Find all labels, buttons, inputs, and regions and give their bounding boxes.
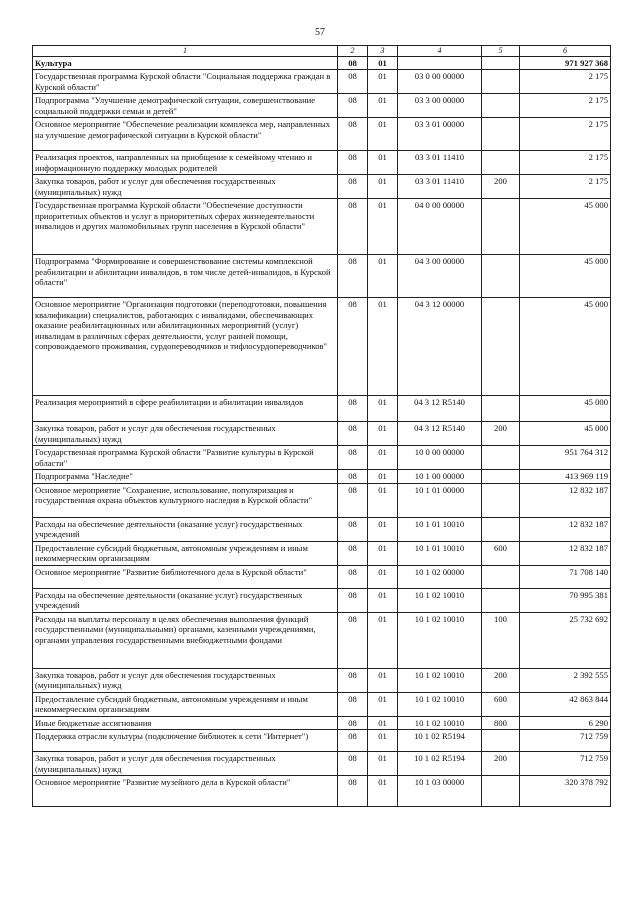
cell-subsection: 01 bbox=[368, 422, 398, 446]
cell-amount: 71 708 140 bbox=[520, 565, 611, 588]
cell-amount: 320 378 792 bbox=[520, 776, 611, 807]
cell-subsection: 01 bbox=[368, 588, 398, 612]
table-row bbox=[33, 446, 611, 470]
budget-table bbox=[32, 45, 611, 807]
cell-section: 08 bbox=[338, 298, 368, 396]
cell-expense-type bbox=[482, 57, 520, 70]
cell-expense-type: 600 bbox=[482, 692, 520, 716]
cell-subsection: 01 bbox=[368, 199, 398, 255]
cell-section: 08 bbox=[338, 668, 368, 692]
cell-subsection: 01 bbox=[368, 752, 398, 776]
cell-target-code: 10 1 03 00000 bbox=[398, 776, 482, 807]
header-cell-4: 4 bbox=[398, 46, 482, 57]
cell-subsection: 01 bbox=[368, 151, 398, 175]
table-row bbox=[33, 396, 611, 422]
cell-name: Поддержка отрасли культуры (подключение библиотек к сети "Интернет") bbox=[33, 730, 338, 752]
table-row bbox=[33, 422, 611, 446]
cell-section: 08 bbox=[338, 541, 368, 565]
cell-subsection: 01 bbox=[368, 70, 398, 94]
cell-expense-type bbox=[482, 255, 520, 298]
cell-amount: 12 832 187 bbox=[520, 541, 611, 565]
header-cell-3: 3 bbox=[368, 46, 398, 57]
table-row bbox=[33, 70, 611, 94]
cell-amount: 2 175 bbox=[520, 94, 611, 118]
cell-name: Культура bbox=[33, 57, 338, 70]
cell-section: 08 bbox=[338, 422, 368, 446]
table-row bbox=[33, 716, 611, 729]
cell-name: Закупка товаров, работ и услуг для обеспечения государственных (муниципальных) нужд bbox=[33, 175, 338, 199]
cell-section: 08 bbox=[338, 118, 368, 151]
cell-subsection: 01 bbox=[368, 446, 398, 470]
cell-amount: 2 175 bbox=[520, 70, 611, 94]
cell-name: Закупка товаров, работ и услуг для обеспечения государственных (муниципальных) нужд bbox=[33, 752, 338, 776]
cell-section: 08 bbox=[338, 396, 368, 422]
cell-amount: 6 290 bbox=[520, 716, 611, 729]
cell-expense-type bbox=[482, 730, 520, 752]
cell-expense-type bbox=[482, 776, 520, 807]
cell-expense-type bbox=[482, 517, 520, 541]
cell-name: Основное мероприятие "Организация подготовки (переподготовки, повышения квалификации) специалистов, работающих с инвалидами, обеспечивающих оказание реабилитационных или абилитационных мероприятий (услуг) инвалидам в различных сферах деятельности, услуг ранней помощи, сопровождаемого проживания, сурдопереводчиков и тифлосурдопереводчиков" bbox=[33, 298, 338, 396]
cell-expense-type: 200 bbox=[482, 175, 520, 199]
table-row bbox=[33, 175, 611, 199]
cell-name: Государственная программа Курской области "Развитие культуры в Курской области" bbox=[33, 446, 338, 470]
cell-amount: 45 000 bbox=[520, 298, 611, 396]
cell-amount: 12 832 187 bbox=[520, 483, 611, 517]
table-row bbox=[33, 483, 611, 517]
page-number: 57 bbox=[315, 27, 325, 38]
cell-expense-type bbox=[482, 70, 520, 94]
cell-expense-type bbox=[482, 118, 520, 151]
table-row bbox=[33, 118, 611, 151]
cell-section: 08 bbox=[338, 730, 368, 752]
cell-section: 08 bbox=[338, 175, 368, 199]
cell-section: 08 bbox=[338, 612, 368, 668]
cell-name: Основное мероприятие "Обеспечение реализации комплекса мер, направленных на улучшение демографической ситуации в Курской области" bbox=[33, 118, 338, 151]
cell-expense-type bbox=[482, 151, 520, 175]
cell-expense-type: 800 bbox=[482, 716, 520, 729]
header-cell-5: 5 bbox=[482, 46, 520, 57]
cell-name: Реализация проектов, направленных на приобщение к семейному чтению и информационную поддержку молодых родителей bbox=[33, 151, 338, 175]
cell-target-code: 10 1 01 00000 bbox=[398, 483, 482, 517]
cell-name: Расходы на выплаты персоналу в целях обеспечения выполнения функций государственными (муниципальными) органами, казенными учреждениями, органами управления государственными внебюджетными фондами bbox=[33, 612, 338, 668]
cell-name: Основное мероприятие "Развитие музейного дела в Курской области" bbox=[33, 776, 338, 807]
cell-subsection: 01 bbox=[368, 94, 398, 118]
cell-target-code: 03 3 00 00000 bbox=[398, 94, 482, 118]
cell-subsection: 01 bbox=[368, 517, 398, 541]
cell-amount: 712 759 bbox=[520, 730, 611, 752]
cell-target-code: 10 1 02 R5194 bbox=[398, 752, 482, 776]
cell-target-code: 10 1 02 R5194 bbox=[398, 730, 482, 752]
cell-amount: 2 175 bbox=[520, 175, 611, 199]
cell-target-code: 03 3 01 11410 bbox=[398, 175, 482, 199]
table-row bbox=[33, 517, 611, 541]
table-row bbox=[33, 541, 611, 565]
cell-expense-type: 200 bbox=[482, 422, 520, 446]
cell-section: 08 bbox=[338, 255, 368, 298]
cell-name: Закупка товаров, работ и услуг для обеспечения государственных (муниципальных) нужд bbox=[33, 422, 338, 446]
cell-subsection: 01 bbox=[368, 668, 398, 692]
cell-section: 08 bbox=[338, 565, 368, 588]
cell-target-code: 10 1 02 10010 bbox=[398, 588, 482, 612]
cell-section: 08 bbox=[338, 151, 368, 175]
cell-target-code bbox=[398, 57, 482, 70]
cell-subsection: 01 bbox=[368, 612, 398, 668]
cell-subsection: 01 bbox=[368, 716, 398, 729]
cell-target-code: 03 3 01 00000 bbox=[398, 118, 482, 151]
table-row bbox=[33, 692, 611, 716]
cell-target-code: 03 3 01 11410 bbox=[398, 151, 482, 175]
cell-section: 08 bbox=[338, 70, 368, 94]
cell-target-code: 04 3 12 R5140 bbox=[398, 422, 482, 446]
cell-amount: 42 863 844 bbox=[520, 692, 611, 716]
cell-subsection: 01 bbox=[368, 776, 398, 807]
cell-amount: 951 764 312 bbox=[520, 446, 611, 470]
cell-name: Основное мероприятие "Сохранение, использование, популяризация и государственная охрана объектов культурного наследия в Курской области" bbox=[33, 483, 338, 517]
cell-amount: 971 927 368 bbox=[520, 57, 611, 70]
table-row bbox=[33, 94, 611, 118]
cell-target-code: 04 0 00 00000 bbox=[398, 199, 482, 255]
cell-name: Предоставление субсидий бюджетным, автономным учреждениям и иным некоммерческим организациям bbox=[33, 541, 338, 565]
cell-section: 08 bbox=[338, 446, 368, 470]
cell-amount: 2 175 bbox=[520, 151, 611, 175]
cell-section: 08 bbox=[338, 57, 368, 70]
cell-amount: 413 969 119 bbox=[520, 470, 611, 483]
cell-amount: 70 995 381 bbox=[520, 588, 611, 612]
cell-section: 08 bbox=[338, 517, 368, 541]
table-row bbox=[33, 298, 611, 396]
cell-subsection: 01 bbox=[368, 565, 398, 588]
cell-subsection: 01 bbox=[368, 483, 398, 517]
cell-section: 08 bbox=[338, 199, 368, 255]
table-row bbox=[33, 612, 611, 668]
cell-name: Подпрограмма "Улучшение демографической ситуации, совершенствование социальной поддержки семьи и детей" bbox=[33, 94, 338, 118]
cell-expense-type bbox=[482, 396, 520, 422]
cell-target-code: 10 1 00 00000 bbox=[398, 470, 482, 483]
cell-target-code: 10 1 02 10010 bbox=[398, 692, 482, 716]
cell-amount: 45 000 bbox=[520, 422, 611, 446]
cell-target-code: 10 0 00 00000 bbox=[398, 446, 482, 470]
cell-expense-type bbox=[482, 565, 520, 588]
table-row bbox=[33, 776, 611, 807]
cell-target-code: 10 1 02 10010 bbox=[398, 612, 482, 668]
cell-amount: 45 000 bbox=[520, 199, 611, 255]
table-row bbox=[33, 565, 611, 588]
cell-name: Государственная программа Курской области "Обеспечение доступности приоритетных объектов и услуг в приоритетных сферах жизнедеятельности инвалидов и других маломобильных групп населения в Курской области" bbox=[33, 199, 338, 255]
cell-target-code: 03 0 00 00000 bbox=[398, 70, 482, 94]
header-cell-1: 1 bbox=[33, 46, 338, 57]
cell-section: 08 bbox=[338, 483, 368, 517]
cell-subsection: 01 bbox=[368, 396, 398, 422]
cell-target-code: 10 1 02 10010 bbox=[398, 716, 482, 729]
cell-target-code: 10 1 01 10010 bbox=[398, 517, 482, 541]
cell-target-code: 10 1 02 10010 bbox=[398, 668, 482, 692]
cell-target-code: 10 1 01 10010 bbox=[398, 541, 482, 565]
cell-name: Основное мероприятие "Развитие библиотечного дела в Курской области" bbox=[33, 565, 338, 588]
cell-name: Реализация мероприятий в сфере реабилитации и абилитации инвалидов bbox=[33, 396, 338, 422]
cell-amount: 2 392 555 bbox=[520, 668, 611, 692]
cell-amount: 2 175 bbox=[520, 118, 611, 151]
cell-name: Расходы на обеспечение деятельности (оказание услуг) государственных учреждений bbox=[33, 588, 338, 612]
header-cell-6: 6 bbox=[520, 46, 611, 57]
header-cell-2: 2 bbox=[338, 46, 368, 57]
cell-section: 08 bbox=[338, 776, 368, 807]
cell-subsection: 01 bbox=[368, 730, 398, 752]
table-row bbox=[33, 668, 611, 692]
header-row bbox=[33, 46, 611, 57]
table-row bbox=[33, 588, 611, 612]
cell-expense-type: 200 bbox=[482, 668, 520, 692]
cell-subsection: 01 bbox=[368, 470, 398, 483]
cell-name: Расходы на обеспечение деятельности (оказание услуг) государственных учреждений bbox=[33, 517, 338, 541]
table-row bbox=[33, 752, 611, 776]
cell-subsection: 01 bbox=[368, 118, 398, 151]
cell-name: Подпрограмма "Наследие" bbox=[33, 470, 338, 483]
cell-name: Подпрограмма "Формирование и совершенствование системы комплексной реабилитации и абилитации инвалидов, в том числе детей-инвалидов, в Курской области" bbox=[33, 255, 338, 298]
cell-subsection: 01 bbox=[368, 175, 398, 199]
cell-expense-type bbox=[482, 94, 520, 118]
table-row bbox=[33, 57, 611, 70]
cell-name: Закупка товаров, работ и услуг для обеспечения государственных (муниципальных) нужд bbox=[33, 668, 338, 692]
table-row bbox=[33, 255, 611, 298]
cell-subsection: 01 bbox=[368, 692, 398, 716]
cell-name: Государственная программа Курской области "Социальная поддержка граждан в Курской области" bbox=[33, 70, 338, 94]
cell-subsection: 01 bbox=[368, 57, 398, 70]
cell-section: 08 bbox=[338, 588, 368, 612]
cell-expense-type: 200 bbox=[482, 752, 520, 776]
cell-expense-type bbox=[482, 588, 520, 612]
cell-name: Предоставление субсидий бюджетным, автономным учреждениям и иным некоммерческим организациям bbox=[33, 692, 338, 716]
cell-section: 08 bbox=[338, 752, 368, 776]
cell-amount: 45 000 bbox=[520, 255, 611, 298]
cell-amount: 25 732 692 bbox=[520, 612, 611, 668]
cell-expense-type bbox=[482, 199, 520, 255]
cell-subsection: 01 bbox=[368, 541, 398, 565]
cell-expense-type bbox=[482, 446, 520, 470]
cell-section: 08 bbox=[338, 470, 368, 483]
cell-subsection: 01 bbox=[368, 298, 398, 396]
cell-target-code: 04 3 00 00000 bbox=[398, 255, 482, 298]
cell-target-code: 04 3 12 00000 bbox=[398, 298, 482, 396]
table-row bbox=[33, 151, 611, 175]
cell-expense-type: 100 bbox=[482, 612, 520, 668]
cell-expense-type: 600 bbox=[482, 541, 520, 565]
cell-expense-type bbox=[482, 470, 520, 483]
table-row bbox=[33, 199, 611, 255]
cell-expense-type bbox=[482, 298, 520, 396]
cell-amount: 712 759 bbox=[520, 752, 611, 776]
cell-expense-type bbox=[482, 483, 520, 517]
cell-target-code: 10 1 02 00000 bbox=[398, 565, 482, 588]
cell-subsection: 01 bbox=[368, 255, 398, 298]
cell-name: Иные бюджетные ассигнования bbox=[33, 716, 338, 729]
cell-amount: 12 832 187 bbox=[520, 517, 611, 541]
cell-section: 08 bbox=[338, 692, 368, 716]
table-row bbox=[33, 730, 611, 752]
cell-amount: 45 000 bbox=[520, 396, 611, 422]
cell-section: 08 bbox=[338, 94, 368, 118]
table-row bbox=[33, 470, 611, 483]
cell-section: 08 bbox=[338, 716, 368, 729]
cell-target-code: 04 3 12 R5140 bbox=[398, 396, 482, 422]
